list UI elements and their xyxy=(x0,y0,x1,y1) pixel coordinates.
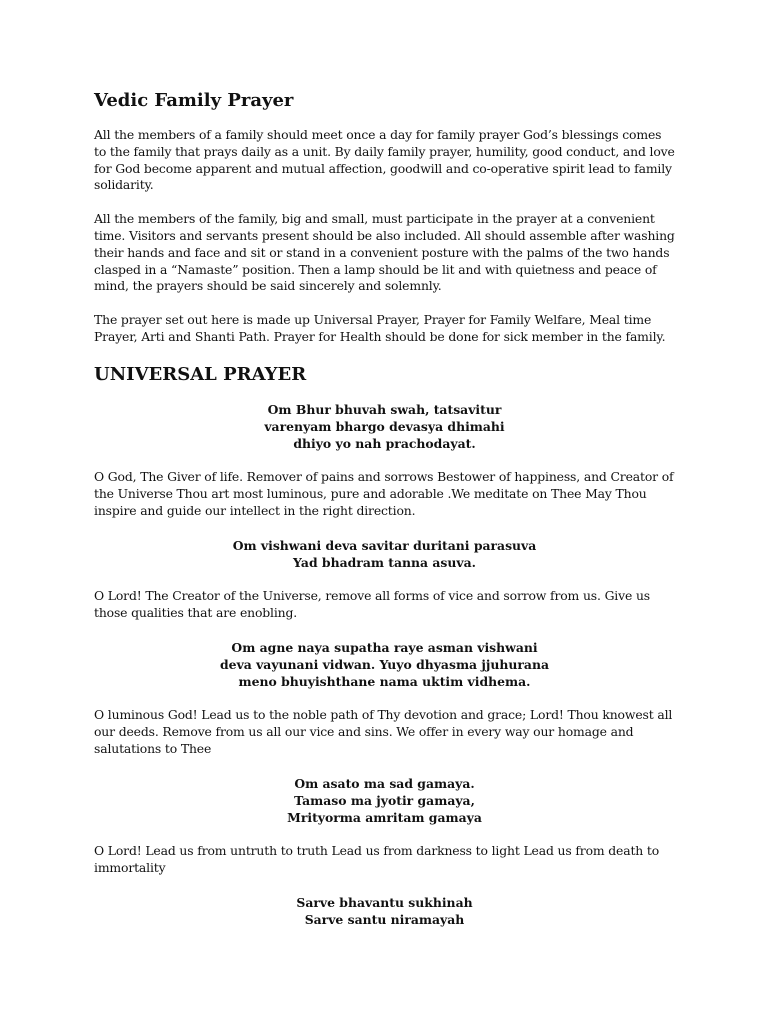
verse-line: Yad bhadram tanna asuva. xyxy=(293,554,476,570)
verse-3 xyxy=(94,639,675,691)
verse-line: Om vishwani deva savitar duritani parasuva xyxy=(232,537,537,553)
intro-paragraph-1: All the members of a family should meet once a day for family prayer God’s blessings comes to the family that prays daily as a unit. By daily family prayer, humility, good conduct, and love for God become apparent and mutual affection, goodwill and co-operative spirit lead to family solidarity. xyxy=(94,127,675,193)
verse-line: meno bhuyishthane nama uktim vidhema. xyxy=(238,674,531,690)
verse-line: Om asato ma sad gamaya. xyxy=(294,775,475,791)
verse-1 xyxy=(94,401,675,453)
verse-line: Om agne naya supatha raye asman vishwani xyxy=(231,639,538,655)
verse-line: deva vayunani vidwan. Yuyo dhyasma jjuhurana xyxy=(220,656,549,672)
verse-line: varenyam bhargo devasya dhimahi xyxy=(264,418,505,434)
verse-meaning-1: O God, The Giver of life. Remover of pains and sorrows Bestower of happiness, and Creator of the Universe Thou art most luminous, pure and adorable .We meditate on Thee May Thou inspire and guide our intellect in the right direction. xyxy=(94,469,674,518)
verse-line: Om Bhur bhuvah swah, tatsavitur xyxy=(267,401,502,417)
verse-line: Sarve bhavantu sukhinah xyxy=(296,894,473,910)
verse-4 xyxy=(94,775,675,827)
verse-5 xyxy=(94,894,675,928)
verse-2 xyxy=(94,537,675,571)
intro-paragraph-3: The prayer set out here is made up Universal Prayer, Prayer for Family Welfare, Meal time Prayer, Arti and Shanti Path. Prayer for Health should be done for sick member in the family. xyxy=(94,312,666,344)
page-title: Vedic Family Prayer xyxy=(94,90,294,111)
verse-line: Tamaso ma jyotir gamaya, xyxy=(294,792,475,808)
verse-line: Mrityorma amritam gamaya xyxy=(287,810,482,826)
verse-meaning-4: O Lord! Lead us from untruth to truth Lead us from darkness to light Lead us from death to immortality xyxy=(94,843,660,876)
verse-meaning-2: O Lord! The Creator of the Universe, remove all forms of vice and sorrow from us. Give us those qualities that are enobling. xyxy=(94,588,650,620)
verse-line: dhiyo yo nah prachodayat. xyxy=(293,436,476,452)
verse-line: Sarve santu niramayah xyxy=(304,912,465,928)
verse-meaning-3: O luminous God! Lead us to the noble path of Thy devotion and grace; Lord! Thou knowest all our deeds. Remove from us all our vice and sins. We offer in every way our homage and salutations to Thee xyxy=(94,707,673,756)
intro-paragraph-2: All the members of the family, big and small, must participate in the prayer at a convenient time. Visitors and servants present should be also included. All should assemble after washing their hands and face and sit or stand in a convenient posture with the palms of the two hands clasped in a “Namaste” position. Then a lamp should be lit and with quietness and peace of mind, the prayers should be said sincerely and solemnly. xyxy=(94,211,675,294)
section-heading: UNIVERSAL PRAYER xyxy=(94,363,307,385)
